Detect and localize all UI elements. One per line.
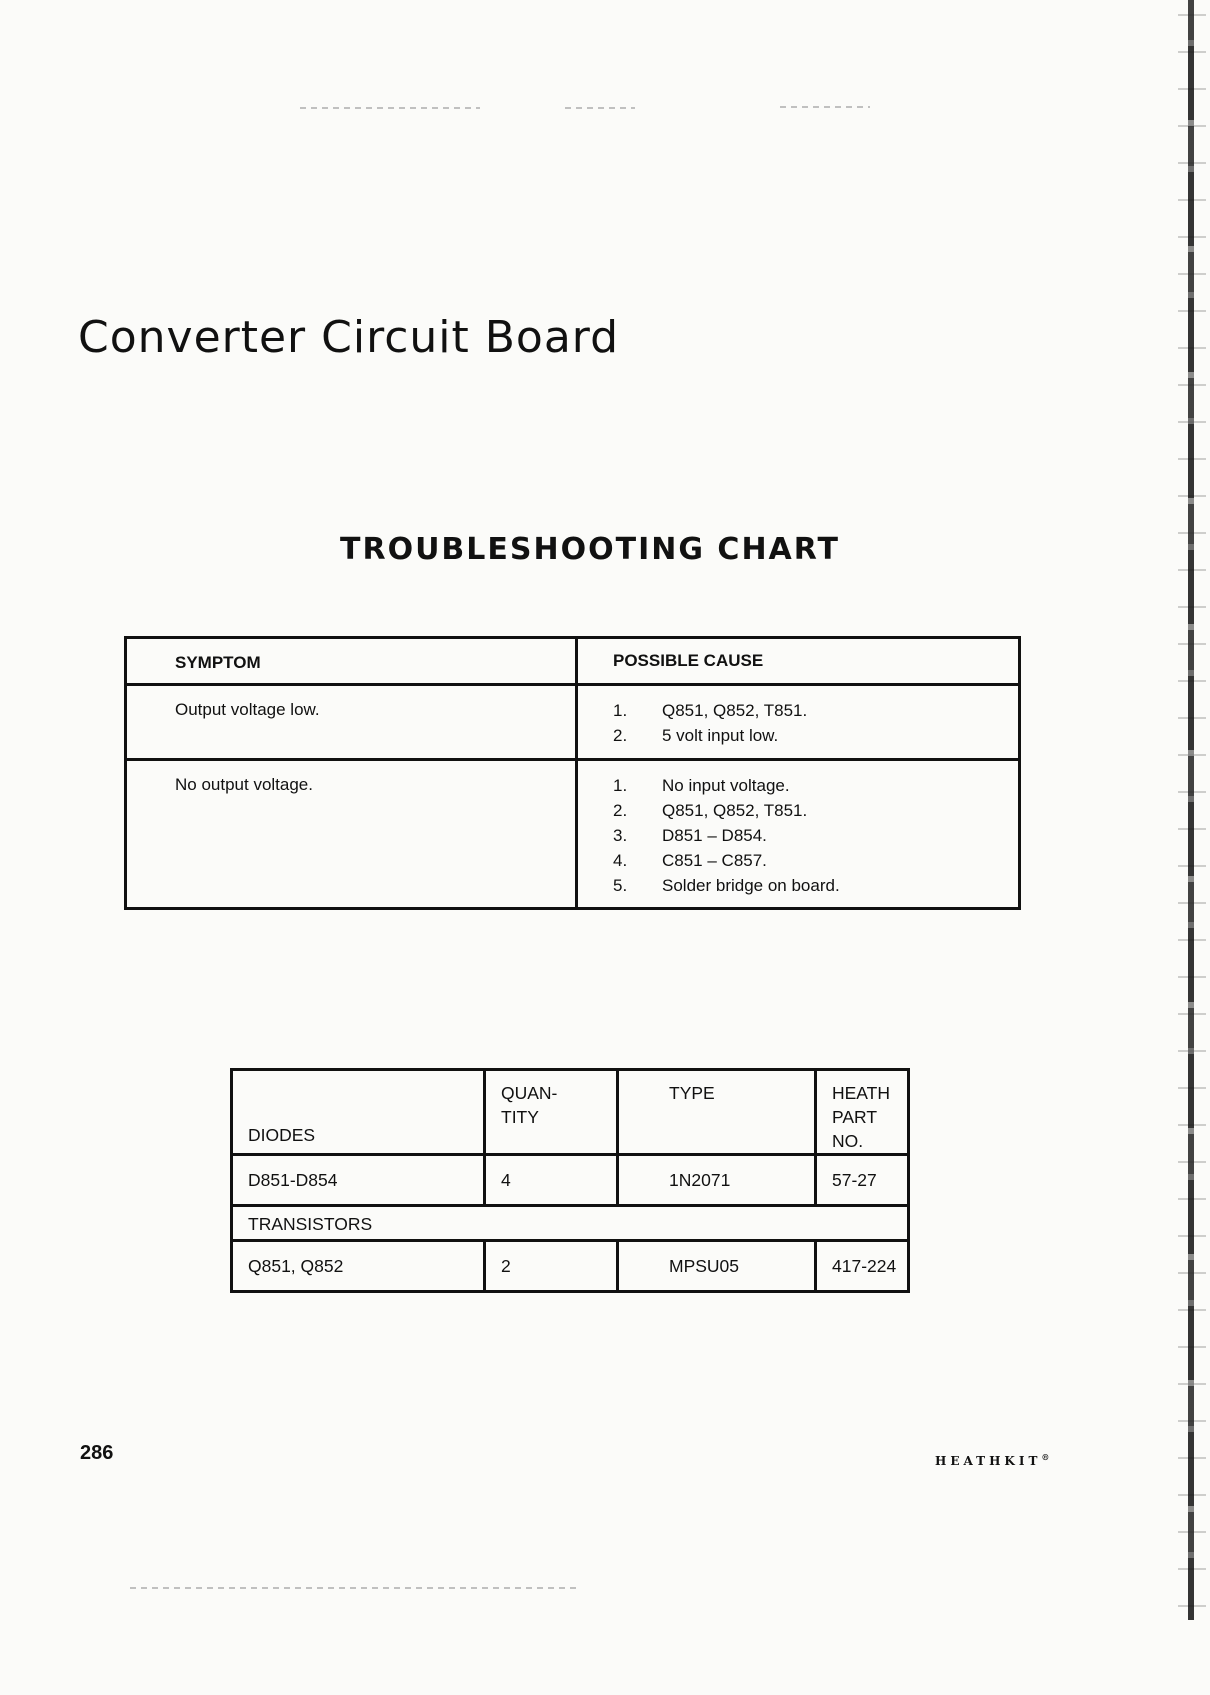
quantity-header-line1: QUAN- (501, 1083, 558, 1103)
cause-text: No input voltage. (662, 776, 790, 795)
scan-artifact (780, 106, 870, 108)
part-number-cell: 417-224 (816, 1241, 909, 1292)
quantity-header-line2: TITY (501, 1107, 539, 1127)
cause-item (613, 873, 1018, 898)
cause-number: 3. (613, 826, 628, 845)
cause-number: 1. (613, 701, 628, 720)
binding-edge (1188, 0, 1194, 1620)
troubleshooting-header-row (126, 638, 1020, 685)
designator-cell: D851-D854 (232, 1155, 485, 1206)
registered-mark: ® (1041, 1452, 1050, 1462)
part-number-cell: 57-27 (816, 1155, 909, 1206)
brand-name: HEATHKIT (935, 1454, 1042, 1468)
diodes-header: DIODES (232, 1070, 485, 1155)
cause-item (613, 698, 1018, 723)
cause-text: Solder bridge on board. (662, 876, 840, 895)
cause-number: 1. (613, 776, 628, 795)
transistors-header: TRANSISTORS (232, 1206, 909, 1241)
designator-cell: Q851, Q852 (232, 1241, 485, 1292)
scan-artifact (565, 107, 635, 109)
type-cell: MPSU05 (618, 1241, 816, 1292)
page-title: Converter Circuit Board (78, 312, 620, 363)
brand-logo (935, 1452, 1049, 1468)
parts-list-table (230, 1068, 910, 1293)
cause-number: 5. (613, 876, 628, 895)
parts-header-row (232, 1070, 909, 1155)
page-number: 286 (80, 1442, 114, 1464)
cause-item (613, 773, 1018, 798)
cause-text: D851 – D854. (662, 826, 767, 845)
troubleshooting-table (124, 636, 1021, 910)
cause-text: Q851, Q852, T851. (662, 801, 808, 820)
part-number-header (816, 1070, 909, 1155)
table-row (232, 1155, 909, 1206)
cause-item (613, 798, 1018, 823)
possible-cause-header: POSSIBLE CAUSE (577, 638, 1020, 685)
table-row (126, 760, 1020, 909)
quantity-cell: 4 (485, 1155, 618, 1206)
quantity-header (485, 1070, 618, 1155)
type-header: TYPE (618, 1070, 816, 1155)
cause-text: C851 – C857. (662, 851, 767, 870)
cause-item (613, 848, 1018, 873)
cause-cell (577, 685, 1020, 760)
transistors-section-row (232, 1206, 909, 1241)
symptom-header: SYMPTOM (126, 638, 577, 685)
part-number-header-line2: PART NO. (832, 1107, 877, 1151)
cause-number: 2. (613, 801, 628, 820)
table-row (126, 685, 1020, 760)
part-number-header-line1: HEATH (832, 1083, 891, 1103)
table-row (232, 1241, 909, 1292)
scan-artifact (300, 107, 480, 109)
chart-title: TROUBLESHOOTING CHART (340, 532, 840, 567)
quantity-cell: 2 (485, 1241, 618, 1292)
symptom-cell: No output voltage. (126, 760, 577, 909)
cause-number: 4. (613, 851, 628, 870)
cause-number: 2. (613, 726, 628, 745)
cause-text: 5 volt input low. (662, 726, 779, 745)
cause-cell (577, 760, 1020, 909)
cause-item (613, 723, 1018, 748)
type-cell: 1N2071 (618, 1155, 816, 1206)
scan-artifact (130, 1587, 580, 1589)
cause-item (613, 823, 1018, 848)
cause-text: Q851, Q852, T851. (662, 701, 808, 720)
symptom-cell: Output voltage low. (126, 685, 577, 760)
